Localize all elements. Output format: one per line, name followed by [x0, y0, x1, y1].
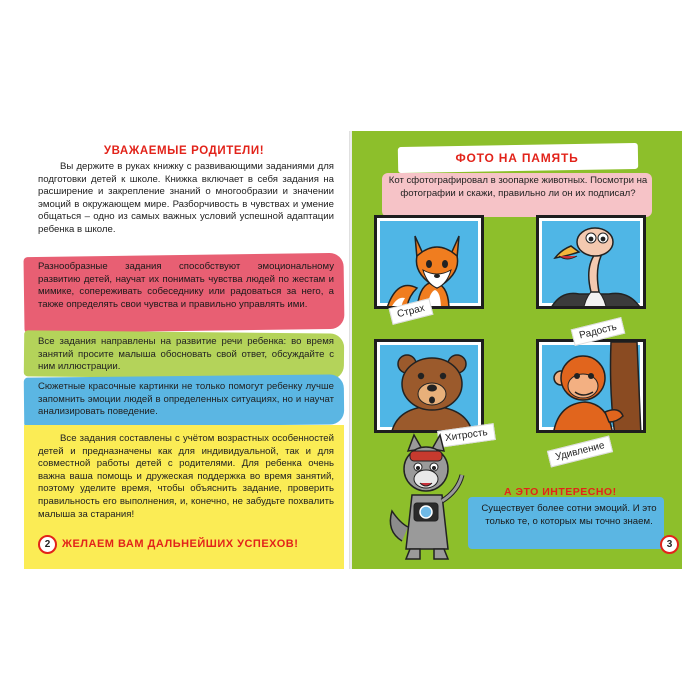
- photo-monkey: [536, 339, 646, 433]
- right-page: [352, 131, 682, 569]
- photo-ostrich: [536, 215, 646, 309]
- page-number-right: 3: [660, 535, 679, 554]
- speech-development-paragraph: Все задания направлены на развитие речи ребенка: во время занятий просите малыша обосновать свой ответ, обсуждайте с ним иллюстрации.: [38, 336, 334, 373]
- book-spread: [18, 131, 682, 569]
- caption-ostrich: Радость: [571, 317, 626, 346]
- fact-title: А ЭТО ИНТЕРЕСНО!: [504, 486, 617, 498]
- bear-illustration: [377, 342, 484, 433]
- cat-photographer-illustration: [382, 431, 472, 561]
- caption-bear: Хитрость: [437, 423, 496, 448]
- emotional-development-paragraph: Разнообразные задания способствуют эмоциональному развитию детей, научат их понимать чувства людей по жестам и мимике, сопереживать собеседнику или радоваться за него, а также определять свои чувства и правильно управлять ими.: [38, 261, 334, 310]
- monkey-illustration: [539, 342, 646, 433]
- photo-fox: [374, 215, 484, 309]
- pictures-paragraph: Сюжетные красочные картинки не только помогут ребенку лучше запомнить эмоции людей в определенных ситуациях, но и научат анализировать поведение.: [38, 381, 334, 418]
- page-number-left: 2: [38, 535, 57, 554]
- fact-text: Существует более сотни эмоций. И это только те, о которых мы точно знаем.: [481, 503, 657, 527]
- right-page-title: ФОТО НА ПАМЯТЬ: [455, 151, 579, 165]
- left-page-title: УВАЖАЕМЫЕ РОДИТЕЛИ!: [103, 145, 265, 157]
- parents-support-paragraph: Все задания составлены с учётом возрастных особенностей детей и предназначены как для индивидуальной, так и для совместной работы детей с родителями. Для ребенка очень важна ваша помощь и дружеская поддержка во время занятий, поэтому уделите время, чтобы объяснить задание, проверить правильность его выполнения, и, конечно, не забудьте похвалить малыша за старания!: [38, 433, 334, 520]
- intro-paragraph: Вы держите в руках книжку с развивающими заданиями для подготовки детей к школе. Книжка включает в себя задания на расширение и закрепление знаний о многообразии и значении эмоций в окружающем мире. Разборчивость в чувствах и умение общаться – одно из самых важных условий успешной адаптации ребенка в школе.: [38, 161, 334, 235]
- task-instructions: Кот сфотографировал в зоопарке животных. Посмотри на фотографии и скажи, правильно ли он их подписал?: [388, 175, 648, 199]
- closing-wish: ЖЕЛАЕМ ВАМ ДАЛЬНЕЙШИХ УСПЕХОВ!: [62, 538, 299, 550]
- caption-fox: Страх: [389, 298, 434, 325]
- caption-monkey: Удивление: [547, 435, 613, 467]
- ostrich-illustration: [539, 218, 646, 309]
- photo-bear: [374, 339, 484, 433]
- left-page: [18, 131, 350, 569]
- fox-illustration: [377, 218, 484, 309]
